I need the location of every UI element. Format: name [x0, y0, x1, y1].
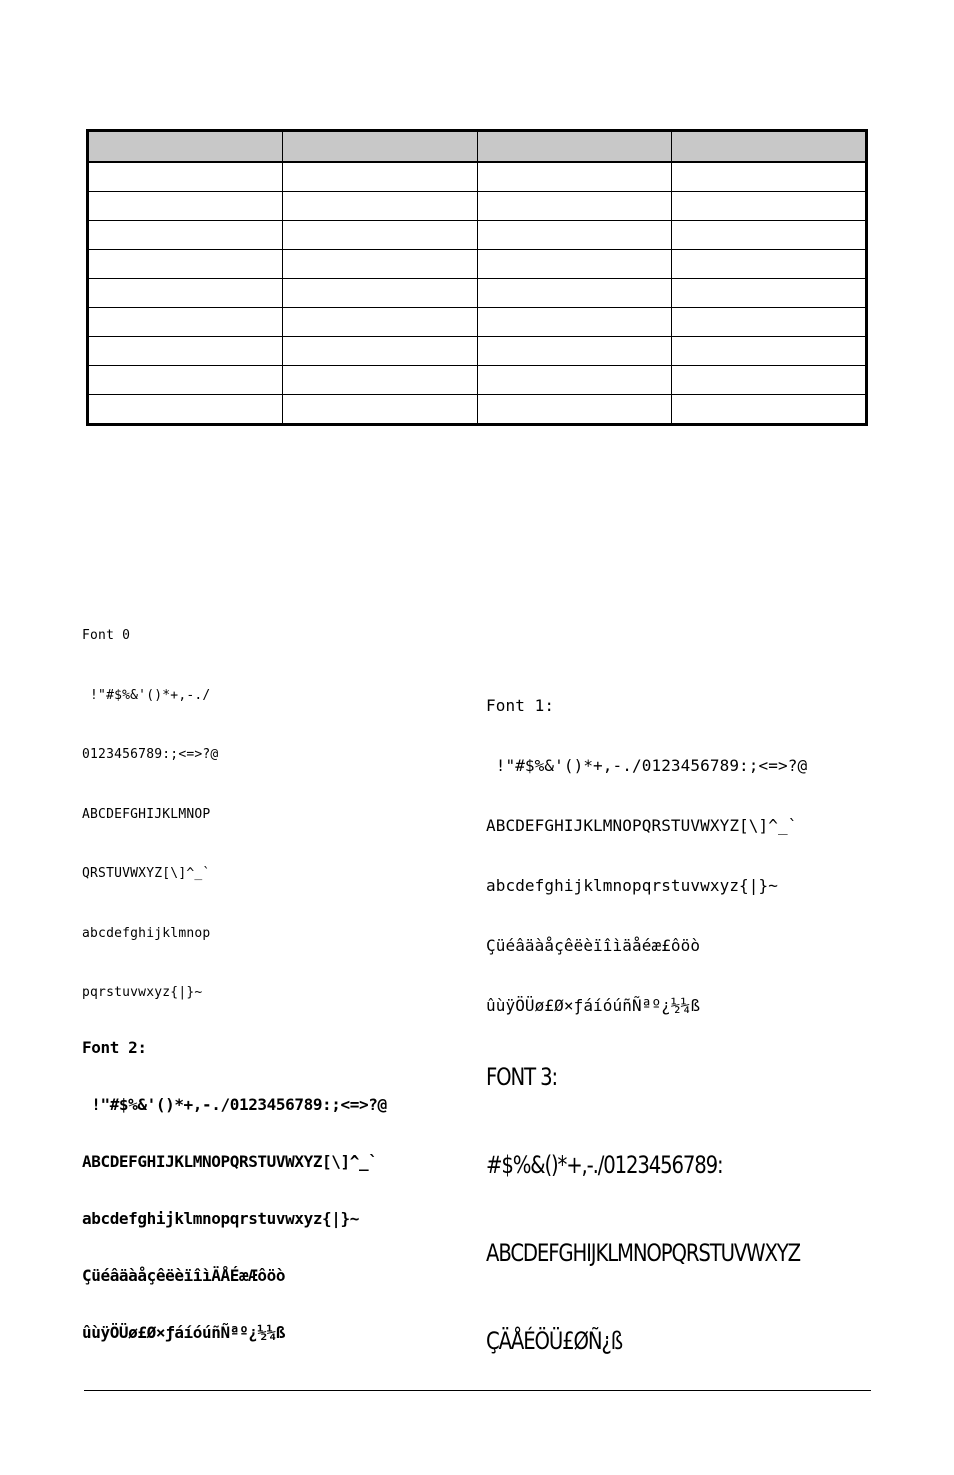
font-0-line: abcdefghijklmnop [82, 925, 211, 941]
font-3-line: ÇÄÅÉÖÜ£ØÑ¿ß [486, 1327, 622, 1355]
table-cell [88, 308, 283, 337]
table-cell [477, 250, 672, 279]
font-2-line: ABCDEFGHIJKLMNOPQRSTUVWXYZ[\]^_` [82, 1152, 378, 1171]
table-cell [477, 366, 672, 395]
table-cell [88, 337, 283, 366]
table-cell [477, 162, 672, 192]
table-cell [477, 192, 672, 221]
table-cell [672, 250, 867, 279]
footer-rule [84, 1390, 871, 1391]
table-header-cell [282, 131, 477, 163]
font-3-line: #$%&()*+,-./0123456789: [486, 1151, 723, 1179]
table-row [88, 250, 867, 279]
font-0-line: pqrstuvwxyz{|}~ [82, 985, 203, 1000]
font-1-sample [486, 658, 807, 1037]
table-cell [672, 366, 867, 395]
font-1-line: Font 1: [486, 696, 555, 715]
table-cell [88, 221, 283, 250]
table-cell [88, 250, 283, 279]
font-0-line: !"#$%&'()*+,-./ [82, 687, 211, 703]
table-cell [672, 337, 867, 366]
table-cell [282, 221, 477, 250]
font-1-line: abcdefghijklmnopqrstuvwxyz{|}~ [486, 876, 778, 895]
table-row [88, 279, 867, 308]
table-cell [477, 395, 672, 425]
table-cell [672, 162, 867, 192]
table-cell [88, 192, 283, 221]
table-cell [477, 279, 672, 308]
table-header-cell [672, 131, 867, 163]
font-3-sample [486, 1006, 869, 1386]
table-row [88, 395, 867, 425]
font-0-sample [82, 596, 218, 1028]
table-header-row [88, 131, 867, 163]
specification-table [86, 129, 868, 426]
table-cell [88, 395, 283, 425]
table-cell [282, 337, 477, 366]
table-cell [477, 221, 672, 250]
table-row [88, 162, 867, 192]
font-1-line: Çüéâäàåçêëèïîìäåéæ£ôöò [486, 936, 701, 955]
table-cell [282, 308, 477, 337]
table-cell [282, 395, 477, 425]
table-row [88, 337, 867, 366]
table-cell [477, 337, 672, 366]
font-2-line: ÇüéâäàåçêëèïîìÄÅÉæÆôöò [82, 1266, 286, 1285]
table-cell [282, 250, 477, 279]
font-0-line: Font 0 [82, 628, 131, 643]
font-1-line: ûùÿÖÜø£Ø×ƒáíóúñÑªº¿½¼ß [486, 996, 701, 1015]
table-body [88, 162, 867, 425]
table-header-cell [88, 131, 283, 163]
table-row [88, 308, 867, 337]
table-cell [672, 395, 867, 425]
table-header-cell [477, 131, 672, 163]
font-2-line: !"#$%&'()*+,-./0123456789:;<=>?@ [82, 1095, 387, 1114]
table-row [88, 366, 867, 395]
table-cell [88, 366, 283, 395]
table-cell [282, 279, 477, 308]
table-cell [672, 308, 867, 337]
table-cell [282, 366, 477, 395]
font-1-line: !"#$%&'()*+,-./0123456789:;<=>?@ [486, 756, 808, 775]
font-2-line: ûùÿÖÜø£Ø×ƒáíóúñÑªº¿½¼ß [82, 1323, 286, 1342]
table-cell [282, 162, 477, 192]
font-3-line: ABCDEFGHIJKLMNOPQRSTUVWXYZ [486, 1239, 800, 1267]
font-0-line: QRSTUVWXYZ[\]^_` [82, 866, 211, 881]
font-1-line: ABCDEFGHIJKLMNOPQRSTUVWXYZ[\]^_` [486, 816, 798, 835]
table-cell [672, 279, 867, 308]
table-cell [88, 162, 283, 192]
table-row [88, 192, 867, 221]
table-cell [672, 221, 867, 250]
font-0-line: 0123456789:;<=>?@ [82, 747, 219, 762]
table-cell [88, 279, 283, 308]
font-3-line: FONT 3: [486, 1063, 557, 1091]
table-cell [477, 308, 672, 337]
table-row [88, 221, 867, 250]
table-cell [282, 192, 477, 221]
font-2-sample [82, 1000, 387, 1361]
table-cell [672, 192, 867, 221]
font-2-line: abcdefghijklmnopqrstuvwxyz{|}~ [82, 1209, 359, 1228]
font-0-line: ABCDEFGHIJKLMNOP [82, 806, 211, 822]
font-2-line: Font 2: [82, 1038, 147, 1057]
